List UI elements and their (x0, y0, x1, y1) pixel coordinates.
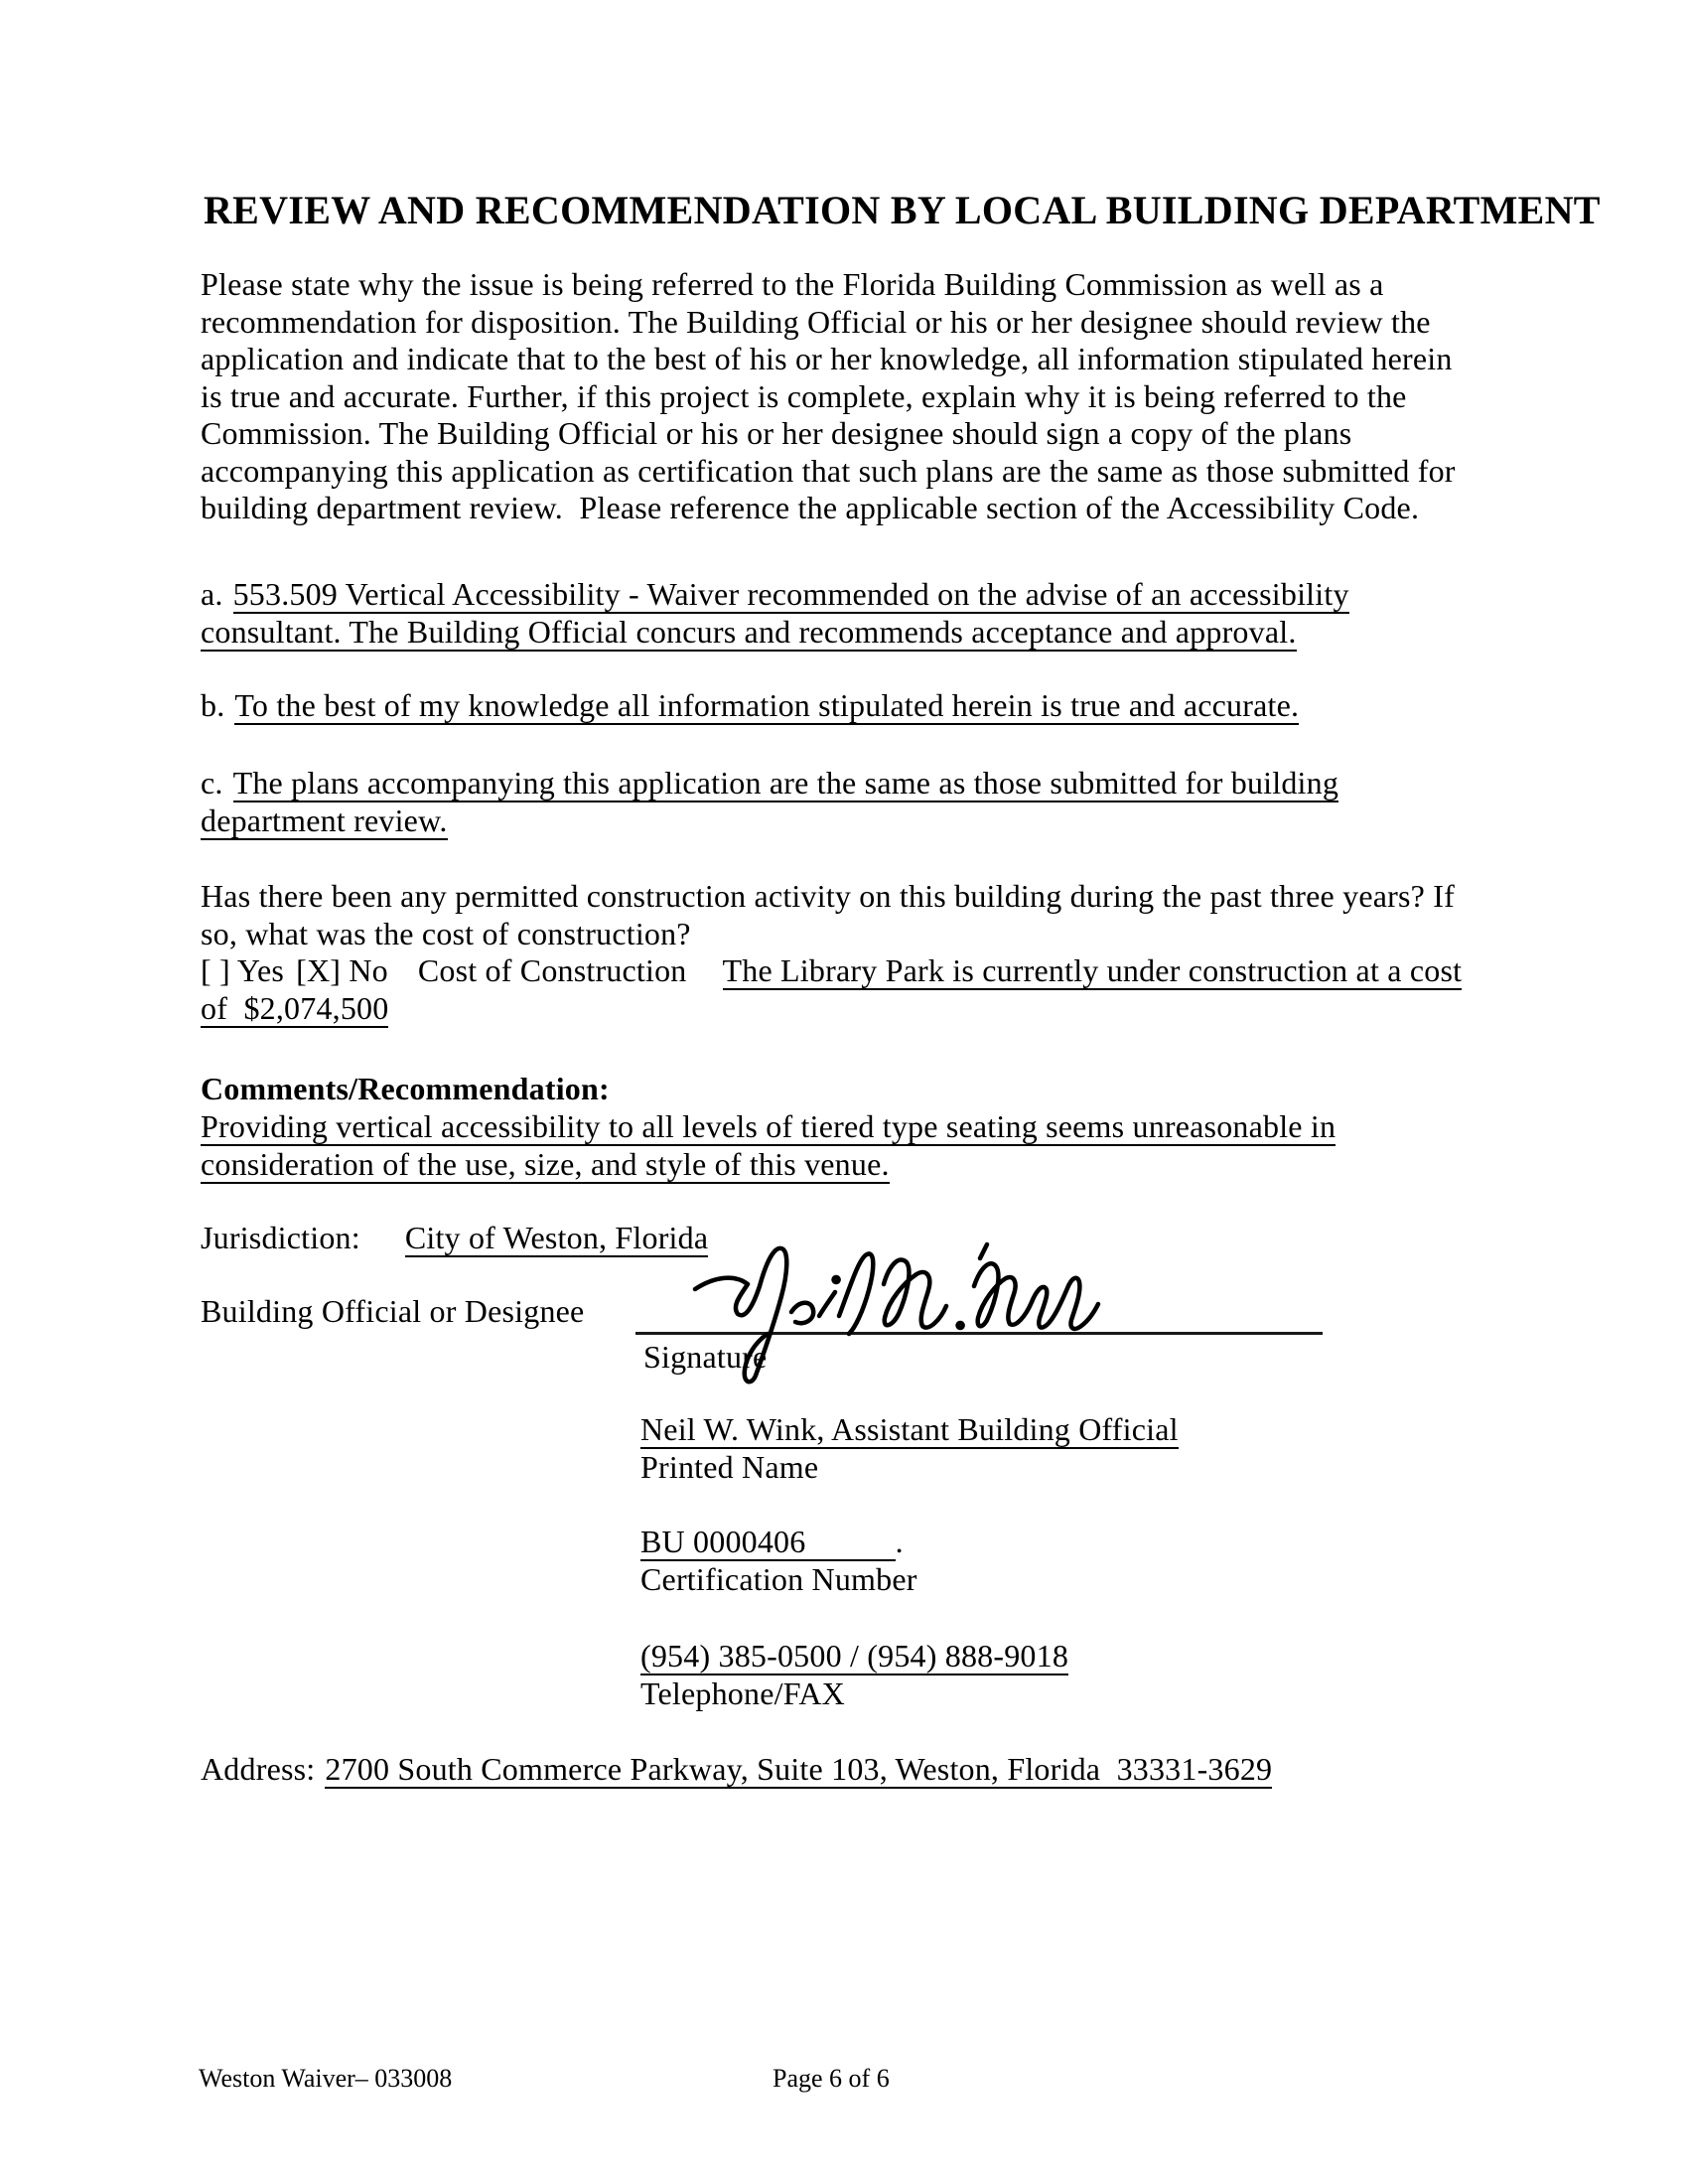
certification-caption: Certification Number (640, 1560, 917, 1597)
item-c-text: department review. (201, 801, 448, 838)
certification-block (640, 1524, 917, 1598)
address-value: 2700 South Commerce Parkway, Suite 103, Weston, Florida 33331-3629 (325, 1751, 1273, 1787)
item-c (201, 765, 1338, 839)
intro-line: Commission. The Building Official or his or her designee should sign a copy of the plans (201, 415, 1352, 451)
item-b-prefix: b. (201, 687, 225, 723)
intro-line: recommendation for disposition. The Building Official or his or her designee should review the (201, 303, 1431, 340)
construction-question (201, 878, 1455, 952)
page-title: REVIEW AND RECOMMENDATION BY LOCAL BUILDING DEPARTMENT (204, 188, 1601, 232)
jurisdiction-label: Jurisdiction: (201, 1220, 360, 1255)
comments-body (201, 1108, 1336, 1183)
comments-heading: Comments/Recommendation: (201, 1071, 610, 1106)
printed-name-block (640, 1411, 1179, 1486)
signature-caption: Signature (643, 1339, 768, 1375)
jurisdiction-row (201, 1220, 708, 1257)
comments-text: Providing vertical accessibility to all levels of tiered type seating seems unreasonable in (201, 1108, 1336, 1144)
item-a (201, 576, 1349, 651)
certification-value: BU 0000406 (640, 1524, 896, 1559)
construction-answer (201, 952, 1462, 1027)
cost-label: Cost of Construction (417, 952, 687, 988)
item-c-text: The plans accompanying this application are the same as those submitted for building (232, 765, 1339, 801)
item-c-prefix: c. (201, 765, 223, 801)
intro-line: application and indicate that to the best of his or her knowledge, all information stipulated herein (201, 341, 1453, 376)
building-official-label: Building Official or Designee (201, 1293, 585, 1329)
telephone-value: (954) 385-0500 / (954) 888-9018 (640, 1638, 1069, 1674)
intro-line: building department review. Please reference the applicable section of the Accessibility Code. (201, 490, 1420, 525)
printed-name-value: Neil W. Wink, Assistant Building Official (640, 1411, 1179, 1447)
telephone-block (640, 1638, 1068, 1712)
item-b-text: To the best of my knowledge all information stipulated herein is true and accurate. (234, 687, 1300, 723)
yes-checkbox: [ ] Yes (201, 952, 285, 988)
item-a-text: 553.509 Vertical Accessibility - Waiver recommended on the advise of an accessibility (232, 576, 1349, 612)
footer-document-id: Weston Waiver– 033008 (199, 2064, 453, 2093)
item-a-prefix: a. (201, 576, 223, 612)
cost-answer: The Library Park is currently under construction at a cost (722, 952, 1463, 988)
intro-line: is true and accurate. Further, if this project is complete, explain why it is being referred to the (201, 377, 1407, 414)
printed-name-caption: Printed Name (640, 1448, 819, 1485)
comments-text: consideration of the use, size, and style of this venue. (201, 1145, 890, 1182)
cost-answer: of $2,074,500 (201, 989, 389, 1026)
intro-line: accompanying this application as certification that such plans are the same as those submitted for (201, 452, 1456, 489)
telephone-caption: Telephone/FAX (640, 1674, 845, 1711)
footer-page-number: Page 6 of 6 (773, 2064, 890, 2093)
intro-paragraph (201, 266, 1456, 527)
jurisdiction-value: City of Weston, Florida (404, 1220, 709, 1255)
question-line: so, what was the cost of construction? (201, 915, 691, 951)
address-label: Address: (201, 1751, 316, 1787)
item-a-text: consultant. The Building Official concurs and recommends acceptance and approval. (201, 613, 1297, 650)
no-checkbox: [X] No (296, 952, 388, 988)
item-b (201, 687, 1299, 725)
address-row (201, 1751, 1272, 1789)
question-line: Has there been any permitted construction activity on this building during the past three years? If (201, 878, 1455, 914)
certification-period: . (895, 1524, 904, 1559)
intro-line: Please state why the issue is being referred to the Florida Building Commission as well as a (201, 266, 1384, 302)
